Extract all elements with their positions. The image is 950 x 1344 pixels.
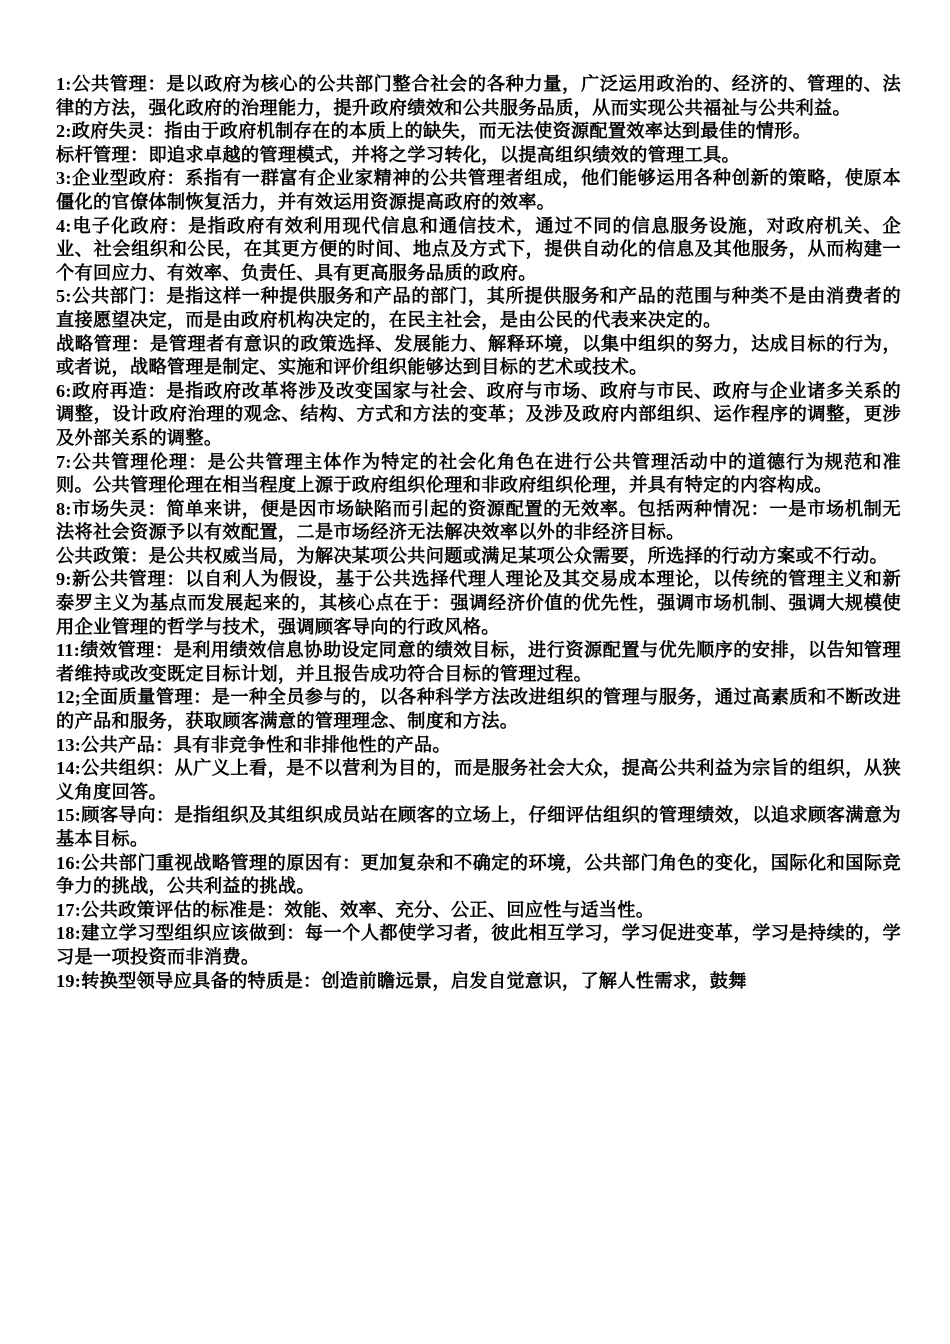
document-body [56, 73, 901, 993]
item-number: 9: [56, 569, 72, 590]
paragraph-text: 公共组织：从广义上看，是不以营利为目的，而是服务社会大众，提高公共利益为宗旨的组织，从狭义角度回答。 [56, 758, 901, 803]
item-number: 13: [56, 734, 82, 755]
item-number: 6: [56, 380, 72, 401]
paragraph-text: 顾客导向：是指组织及其组织成员站在顾客的立场上，仔细评估组织的管理绩效，以追求顾客满意为基本目标。 [56, 805, 901, 850]
item-number: 15: [56, 805, 82, 826]
paragraph [56, 639, 901, 686]
item-number: 5: [56, 286, 72, 307]
item-number: 7: [56, 451, 72, 472]
item-number: 3: [56, 168, 72, 189]
paragraph [56, 899, 901, 923]
paragraph [56, 73, 901, 120]
paragraph-text: 企业型政府：系指有一群富有企业家精神的公共管理者组成，他们能够运用各种创新的策略，使原本僵化的官僚体制恢复活力，并有效运用资源提高政府的效率。 [56, 168, 901, 213]
item-number: 18: [56, 923, 82, 944]
item-number: 12; [56, 687, 82, 708]
paragraph [56, 120, 901, 144]
item-number: 16: [56, 852, 82, 873]
paragraph [56, 498, 901, 545]
paragraph [56, 167, 901, 214]
paragraph [56, 757, 901, 804]
paragraph [56, 852, 901, 899]
paragraph-text: 政府失灵：指由于政府机制存在的本质上的缺失，而无法使资源配置效率达到最佳的情形。 [71, 121, 812, 143]
item-number: 1: [56, 74, 72, 94]
paragraph-text: 政府再造：是指政府改革将涉及改变国家与社会、政府与市场、政府与市民、政府与企业诸多关系的调整，设计政府治理的观念、结构、方式和方法的变革；及涉及政府内部组织、运作程序的调整，更涉及外部关系的调整。 [56, 380, 901, 449]
paragraph [56, 215, 901, 286]
paragraph-text: 公共管理伦理：是公共管理主体作为特定的社会化角色在进行公共管理活动中的道德行为规范和准则。公共管理伦理在相当程度上源于政府组织伦理和非政府组织伦理，并具有特定的内容构成。 [56, 451, 901, 497]
paragraph [56, 545, 901, 569]
paragraph-text: 公共政策评估的标准是：效能、效率、充分、公正、回应性与适当性。 [81, 899, 655, 921]
item-number: 14: [56, 758, 82, 779]
paragraph [56, 568, 901, 639]
paragraph [56, 922, 901, 969]
paragraph [56, 734, 901, 758]
paragraph-text: 绩效管理：是利用绩效信息协助设定同意的绩效目标，进行资源配置与优先顺序的安排，以告知管理者维持或改变既定目标计划，并且报告成功符合目标的管理过程。 [56, 640, 901, 685]
paragraph-text: 电子化政府：是指政府有效利用现代信息和通信技术，通过不同的信息服务设施，对政府机关、企业、社会组织和公民，在其更方便的时间、地点及方式下，提供自动化的信息及其他服务，从而构建一个有回应力、有效率、负责任、具有更高服务品质的政府。 [56, 215, 901, 284]
paragraph [56, 333, 901, 380]
paragraph-text: 转换型领导应具备的特质是：创造前瞻远景，启发自觉意识，了解人性需求，鼓舞 [81, 970, 747, 992]
paragraph [56, 285, 901, 332]
paragraph-text: 全面质量管理：是一种全员参与的，以各种科学方法改进组织的管理与服务，通过高素质和不断改进的产品和服务，获取顾客满意的管理理念、制度和方法。 [56, 687, 901, 733]
paragraph [56, 804, 901, 851]
paragraph-text: 市场失灵：简单来讲，便是因市场缺陷而引起的资源配置的无效率。包括两种情况：一是市场机制无法将社会资源予以有效配置，二是市场经济无法解决效率以外的非经济目标。 [56, 498, 901, 544]
paragraph [56, 380, 901, 451]
paragraph-text: 战略管理：是管理者有意识的政策选择、发展能力、解释环境，以集中组织的努力，达成目标的行为，或者说，战略管理是制定、实施和评价组织能够达到目标的艺术或技术。 [56, 333, 901, 379]
paragraph-text: 公共部门重视战略管理的原因有：更加复杂和不确定的环境，公共部门角色的变化，国际化和国际竞争力的挑战，公共利益的挑战。 [56, 852, 901, 898]
paragraph-text: 公共产品：具有非竞争性和非排他性的产品。 [81, 734, 451, 756]
paragraph [56, 970, 901, 994]
item-number: 8: [56, 498, 72, 519]
paragraph [56, 686, 901, 733]
paragraph-text: 标杆管理：即追求卓越的管理模式，并将之学习转化，以提高组织绩效的管理工具。 [56, 144, 741, 166]
item-number: 2: [56, 121, 72, 142]
paragraph-text: 建立学习型组织应该做到：每一个人都使学习者，彼此相互学习，学习促进变革，学习是持续的，学习是一项投资而非消费。 [56, 923, 901, 968]
item-number: 11: [56, 640, 81, 661]
item-number: 4: [56, 215, 72, 236]
paragraph-text: 公共政策：是公共权威当局，为解决某项公共问题或满足某项公众需要，所选择的行动方案或不行动。 [56, 545, 888, 567]
paragraph-text: 公共部门：是指这样一种提供服务和产品的部门，其所提供服务和产品的范围与种类不是由消费者的直接愿望决定，而是由政府机构决定的，在民主社会，是由公民的代表来决定的。 [56, 286, 901, 331]
paragraph [56, 144, 901, 168]
paragraph-text: 公共管理：是以政府为核心的公共部门整合社会的各种力量，广泛运用政治的、经济的、管理的、法律的方法，强化政府的治理能力，提升政府绩效和公共服务品质，从而实现公共福祉与公共利益。 [56, 74, 901, 119]
paragraph [56, 451, 901, 498]
item-number: 17: [56, 899, 82, 920]
paragraph-text: 新公共管理：以自利人为假设，基于公共选择代理人理论及其交易成本理论，以传统的管理主义和新泰罗主义为基点而发展起来的，其核心点在于：强调经济价值的优先性，强调市场机制、强调大规模使用企业管理的哲学与技术，强调顾客导向的行政风格。 [56, 569, 901, 638]
item-number: 19: [56, 970, 82, 991]
